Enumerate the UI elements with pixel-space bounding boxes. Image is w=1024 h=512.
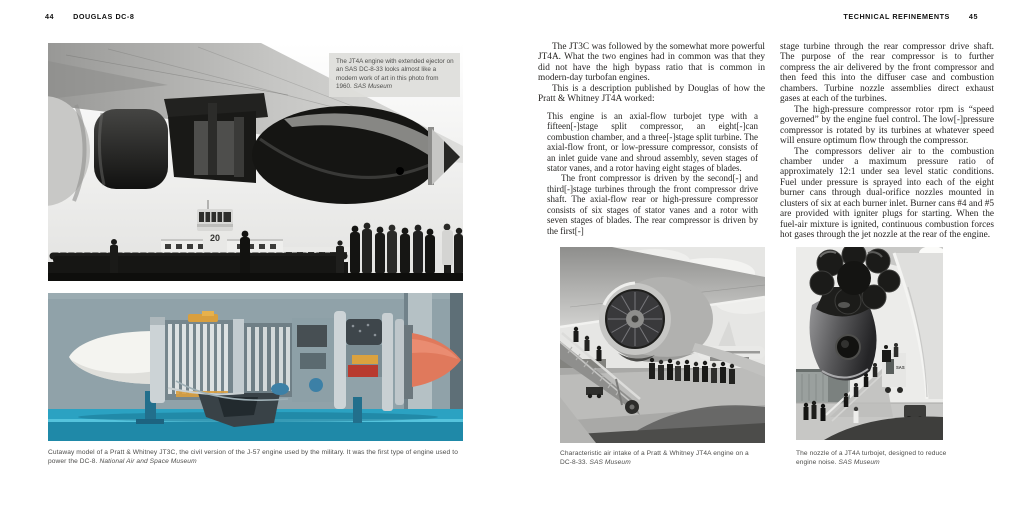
left-chapter-title: DOUGLAS DC-8 (73, 12, 135, 21)
caption-text: Cutaway model of a Pratt & Whitney JT3C, the civil version of the J-57 engine used by the military. It was the first type of engine used to power the DC-8. (48, 449, 458, 465)
caption-text: The nozzle of a JT4A turbojet, designed to reduce engine noise. (796, 450, 947, 466)
right-chapter-title: TECHNICAL REFINEMENTS (843, 12, 950, 21)
paragraph: stage turbine through the rear compressor drive shaft. The purpose of the rear compressor is to further compress the air delivered by the front compressor and then feed this into the diffuser case and combustion chambers. Turbine nozzle assemblies direct exhaust gases at each of the turbines. (780, 42, 994, 105)
right-running-head (843, 12, 978, 21)
caption-credit: SAS Museum (838, 458, 880, 466)
stair-sas-label: SAS (896, 365, 905, 370)
tower-number-label: 20 (209, 233, 221, 243)
quote-paragraph: This engine is an axial-flow turbojet type with a fifteen[-]stage split compressor, an eight[-]can combustion chamber, and a three[-]stage split turbine. The axial-flow front, or low-pressure compressor, consists of an inlet guide vane and shroud assembly, seven stages of stator vanes, and a rotor having eight stages of blades. (547, 110, 758, 173)
right-page-number: 45 (968, 12, 978, 21)
foreground-spectators (350, 223, 463, 275)
quote-paragraph: The front compressor is driven by the second[-] and third[-]stage turbines through the front compressor drive shaft. The axial-flow rear or high-pressure compressor consists of six stages of stator vanes and a rotor with seven stages of blades. The rear compressor is driven by the first[-] (547, 173, 758, 236)
front-compressor (165, 311, 233, 400)
forward-cowl (94, 109, 168, 189)
photo-jt4a-nozzle (796, 247, 943, 440)
caption-text: Characteristic air intake of a Pratt & Whitney JT4A engine on a DC-8-33. (560, 450, 749, 466)
paragraph: This is a description published by Douglas of how the Pratt & Whitney JT4A worked: (538, 83, 765, 105)
caption-credit: National Air and Space Museum (99, 457, 197, 465)
cutaway-photo-caption (48, 449, 463, 466)
intake-photo-caption (560, 450, 760, 467)
caption-credit: SAS Museum (589, 458, 631, 466)
paragraph: The high-pressure compressor rotor rpm is “speed governed” by the engine fuel control. The low[-]pressure compressor is rotated by its turbines at whatever speed will ensure optimum flow through the compressor. (780, 104, 994, 147)
left-running-head (45, 12, 134, 21)
nozzle-photo-caption (796, 450, 948, 467)
paragraph: The JT3C was followed by the somewhat more powerful JT4A. What the two engines had in common was that they did not have the high bypass ratio that is common in modern-day turbofan engines. (538, 42, 765, 84)
photo-jt3c-cutaway-model (48, 293, 463, 441)
turbine-rings (382, 313, 413, 411)
photo-jt4a-engine-under-wing (48, 43, 463, 281)
douglas-description-quote (547, 111, 758, 236)
tarmac-strip (48, 273, 463, 281)
overlay-caption-text: The JT4A engine with extended ejector on an SAS DC-8-33 looks almost like a modern work of art in this photo from 1960. (336, 58, 454, 90)
photo-overlay-caption (329, 53, 460, 97)
paragraph: The compressors deliver air to the combustion chamber under a maximum pressure ratio of approximately 12:1 under sea level static conditions. Fuel under pressure is sprayed into each of the eight burner cans through dual-orifice nozzles mounted in clusters of six at each burner inlet. Burner cans #4 and #5 are provided with igniter plugs for starting. When the fuel-air mixture is ignited, continuous combustion forces hot gases through the jet nozzle at the rear of the engine. (780, 146, 994, 241)
text-column-right (780, 42, 994, 241)
text-column-left (538, 42, 765, 236)
left-page-number: 44 (45, 12, 55, 21)
overlay-caption-credit: SAS Museum (353, 82, 393, 90)
photo-jt4a-air-intake (560, 247, 765, 443)
